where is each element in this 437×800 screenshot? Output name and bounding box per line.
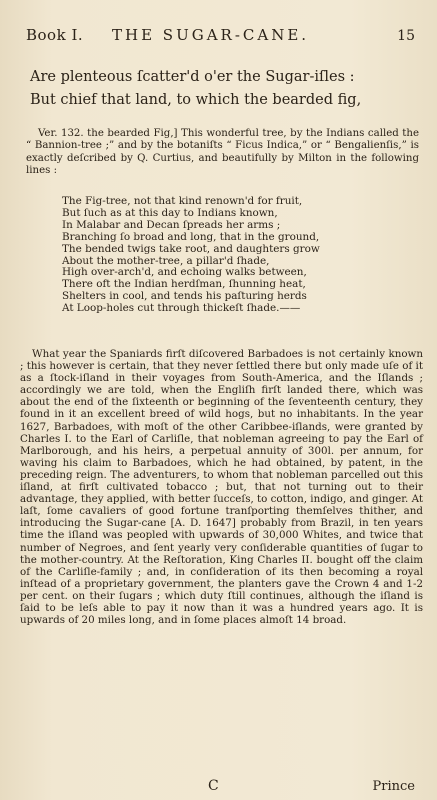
quote-line: There oft the Indian herdſman, ſhunning heat, <box>62 278 306 291</box>
page-header <box>26 26 415 50</box>
footnote <box>26 128 419 178</box>
footnote-text: Ver. 132. the bearded Fig,] This wonderful tree, by the Indians called the “ Bannion-tree ;” and by the botaniſts “ Ficus Indica,” or “ Bengalienſis,” is exactly deſcribed by Q. Curtius, and beautifully by Milton in the following lines : <box>26 128 419 177</box>
poem-line: But chief that land, to which the bearded fig, <box>30 92 362 108</box>
quote-line: Branching ſo broad and long, that in the ground, <box>62 230 320 243</box>
quote-line: At Loop-holes cut through thickeſt ſhade.—— <box>62 302 301 315</box>
running-title: THE SUGAR-CANE. <box>112 26 310 44</box>
quote-line: About the mother-tree, a pillar'd ſhade, <box>62 254 270 267</box>
poem-verse <box>30 66 417 112</box>
book-label: Book I. <box>26 26 84 44</box>
quote-line: Shelters in cool, and tends his paſturing herds <box>62 290 307 303</box>
history-text: What year the Spaniards firſt diſcovered Barbadoes is not certainly known ; this however is certain, that they never ſettled there but only made uſe of it as a ſtock-iſland in their voyages from South-America, and the Iſlands ; accordingly we are told, when the Engliſh firſt landed there, which was about the end of the ſixteenth or beginning of the ſeventeenth century, they found in it an excellent breed of wild hogs, but no inhabitants. In the year 1627, Barbadoes, with moſt of the other Caribbee-iſlands, were granted by Charles I. to the Earl of Carliſle, that nobleman agreeing to pay the Earl of Marlborough, and his heirs, a perpetual annuity of 300l. per annum, for waving his claim to Barbadoes, which he had obtained, by patent, in the preceding reign. The adventurers, to whom that nobleman parcelled out this iſland, at firſt cultivated tobacco ; but, that not turning out to their advantage, they applied, with better ſucceſs, to cotton, indigo, and ginger. At laſt, ſome cavaliers of good fortune tranſporting themſelves thither, and introducing the Sugar-cane [A. D. 1647] probably from Brazil, in ten years time the iſland was peopled with upwards of 30,000 Whites, and twice that number of Negroes, and ſent yearly very conſiderable quantities of ſugar to the mother-country. At the Reſtoration, King Charles II. bought off the claim of the Carliſle-family ; and, in conſideration of its then becoming a royal inſtead of a proprietary government, the planters gave the Crown 4 and 1-2 per cent. on their ſugars ; which duty ſtill continues, although the iſland is ſaid to be leſs able to pay it now than it was a hundred years ago. It is upwards of 20 miles long, and in ſome places almoſt 14 broad. <box>20 348 423 627</box>
poem-line: Are plenteous ſcatter'd o'er the Sugar-iſles : <box>30 69 355 85</box>
quote-line: The bended twigs take root, and daughters grow <box>62 242 320 255</box>
quote-line: But ſuch as at this day to Indians known, <box>62 206 278 219</box>
page-number: 15 <box>397 28 415 44</box>
signature-mark: C <box>208 778 219 794</box>
quote-line: High over-arch'd, and echoing walks between, <box>62 266 307 279</box>
quote-line: The Fig-tree, not that kind renown'd for fruit, <box>62 195 303 207</box>
history-note <box>20 348 423 626</box>
milton-quote <box>62 196 407 315</box>
catchword: Prince <box>372 779 415 794</box>
quote-line: In Malabar and Decan ſpreads her arms ; <box>62 218 281 231</box>
